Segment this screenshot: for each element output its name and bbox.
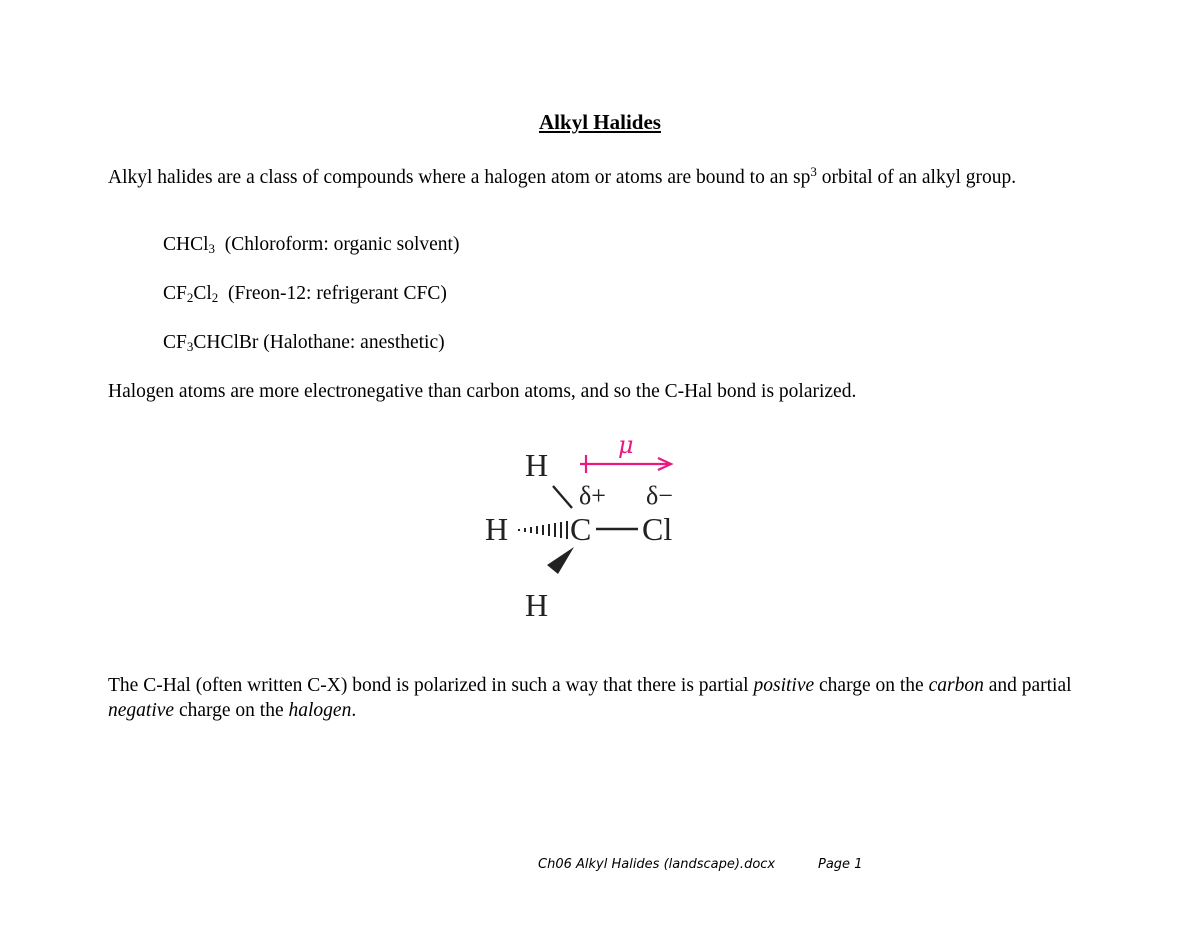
formula-part: CF [163, 283, 187, 304]
compound-description: (Chloroform: organic solvent) [215, 234, 460, 255]
polar-text: charge on the [814, 675, 929, 696]
formula-subscript: 2 [211, 290, 219, 305]
compound-chloroform [163, 232, 459, 261]
compound-freon [163, 281, 447, 310]
polar-text: The C-Hal (often written C-X) bond is polarized in such a way that there is partial [108, 675, 754, 696]
formula-subscript: 3 [208, 241, 216, 256]
delta-plus-label: δ+ [579, 481, 606, 510]
formula-part: Cl [193, 283, 212, 304]
formula-subscript: 2 [186, 290, 194, 305]
intro-text-before: Alkyl halides are a class of compounds where a halogen atom or atoms are bound to an sp [108, 167, 811, 188]
formula-subscript: 3 [186, 339, 194, 354]
footer-page-number: Page 1 [818, 857, 863, 872]
delta-minus-label: δ− [646, 481, 673, 510]
electronegativity-paragraph: Halogen atoms are more electronegative than carbon atoms, and so the C-Hal bond is polarized. [108, 381, 857, 402]
atom-c-center: C [570, 511, 592, 547]
footer-filename: Ch06 Alkyl Halides (landscape).docx [538, 857, 776, 872]
chloromethane-diagram [470, 422, 710, 632]
intro-paragraph [108, 159, 1098, 190]
formula-part: CHClBr [193, 332, 259, 353]
polar-text: . [351, 700, 357, 721]
page-title: Alkyl Halides [539, 110, 661, 134]
emphasis-carbon: carbon [928, 675, 984, 696]
wedge-bond-bottom [547, 547, 574, 574]
polar-text: and partial [983, 675, 1072, 696]
emphasis-halogen: halogen [288, 700, 352, 721]
polar-text: charge on the [174, 700, 289, 721]
mu-symbol: μ [618, 431, 634, 459]
compound-description: (Freon-12: refrigerant CFC) [218, 283, 447, 304]
hashed-bond-left [519, 521, 567, 539]
emphasis-negative: negative [108, 700, 175, 721]
atom-h-top: H [525, 447, 549, 483]
bond-top [553, 486, 572, 508]
compound-halothane [163, 330, 445, 359]
compound-description: (Halothane: anesthetic) [258, 332, 445, 353]
formula-part: CHCl [163, 234, 209, 255]
intro-text-after: orbital of an alkyl group. [816, 167, 1017, 188]
atom-cl: Cl [642, 511, 673, 547]
atom-h-bottom: H [525, 587, 549, 623]
emphasis-positive: positive [753, 675, 815, 696]
formula-part: CF [163, 332, 187, 353]
polarization-paragraph [108, 673, 1098, 723]
intro-superscript: 3 [810, 164, 817, 179]
atom-h-left: H [485, 511, 509, 547]
